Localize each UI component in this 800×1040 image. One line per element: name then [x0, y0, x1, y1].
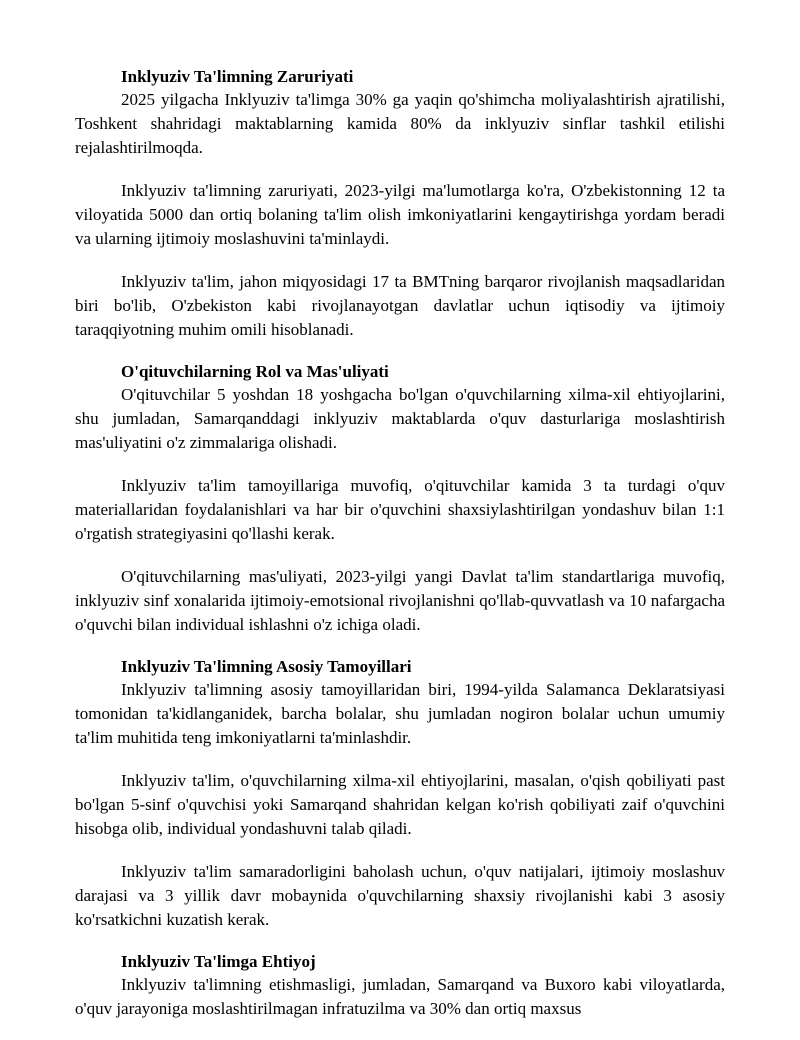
section-heading: Inklyuziv Ta'limga Ehtiyoj — [121, 952, 316, 971]
paragraph: 2025 yilgacha Inklyuziv ta'limga 30% ga yaqin qo'shimcha moliyalashtirish ajratilishi, Toshkent shahridagi maktablarning kamida 80% da inklyuziv sinflar tashkil etilishi rejalashtirilmoqda. — [75, 90, 725, 157]
paragraph: Inklyuziv ta'lim samaradorligini baholash uchun, o'quv natijalari, ijtimoiy moslashuv darajasi va 3 yillik davr mobaynida o'quvchilarning shaxsiy rivojlanishi kabi 3 asosiy ko'rsatkichni kuzatish kerak. — [75, 862, 725, 929]
section-heading: Inklyuziv Ta'limning Asosiy Tamoyillari — [121, 657, 412, 676]
section-ehtiyoj — [75, 951, 725, 1021]
paragraph: O'qituvchilar 5 yoshdan 18 yoshgacha bo'lgan o'quvchilarning xilma-xil ehtiyojlarini, shu jumladan, Samarqanddagi inklyuziv maktablarda o'quv dasturlariga moslashtirish mas'uliyatini o'z zimmalariga olishadi. — [75, 385, 725, 452]
section-heading: O'qituvchilarning Rol va Mas'uliyati — [121, 362, 389, 381]
section-heading: Inklyuziv Ta'limning Zaruriyati — [121, 67, 354, 86]
paragraph: Inklyuziv ta'limning asosiy tamoyillaridan biri, 1994-yilda Salamanca Deklaratsiyasi tomonidan ta'kidlanganidek, barcha bolalar, shu jumladan nogiron bolalar uchun umumiy ta'lim muhitida teng imkoniyatlarni ta'minlashdir. — [75, 680, 725, 747]
section-zaruriyati — [75, 66, 725, 342]
document-page — [75, 66, 725, 1040]
section-asosiy-tamoyillar — [75, 656, 725, 932]
paragraph: Inklyuziv ta'lim, jahon miqyosidagi 17 ta BMTning barqaror rivojlanish maqsadlaridan biri bo'lib, O'zbekiston kabi rivojlanayotgan davlatlar uchun iqtisodiy va ijtimoiy taraqqiyotning muhim omili hisoblanadi. — [75, 272, 725, 339]
paragraph: Inklyuziv ta'limning etishmasligi, jumladan, Samarqand va Buxoro kabi viloyatlarda, o'quv jarayoniga moslashtirilmagan infratuzilma va 30% dan ortiq maxsus — [75, 975, 725, 1018]
section-rol-masuliyat — [75, 361, 725, 637]
paragraph: Inklyuziv ta'lim tamoyillariga muvofiq, o'qituvchilar kamida 3 ta turdagi o'quv materiallaridan foydalanishlari va har bir o'quvchini shaxsiylashtirilgan yondashuv bilan 1:1 o'rgatish strategiyasini qo'llashi kerak. — [75, 476, 725, 543]
paragraph: O'qituvchilarning mas'uliyati, 2023-yilgi yangi Davlat ta'lim standartlariga muvofiq, inklyuziv sinf xonalarida ijtimoiy-emotsional rivojlanishni qo'llab-quvvatlash va 10 nafargacha o'quvchi bilan individual ishlashni o'z ichiga oladi. — [75, 567, 725, 634]
paragraph: Inklyuziv ta'lim, o'quvchilarning xilma-xil ehtiyojlarini, masalan, o'qish qobiliyati past bo'lgan 5-sinf o'quvchisi yoki Samarqand shahridan kelgan ko'rish qobiliyati zaif o'quvchini hisobga olib, individual yondashuvni talab qiladi. — [75, 771, 725, 838]
paragraph: Inklyuziv ta'limning zaruriyati, 2023-yilgi ma'lumotlarga ko'ra, O'zbekistonning 12 ta viloyatida 5000 dan ortiq bolaning ta'lim olish imkoniyatlarini kengaytirishga yordam beradi va ularning ijtimoiy moslashuvini ta'minlaydi. — [75, 181, 725, 248]
